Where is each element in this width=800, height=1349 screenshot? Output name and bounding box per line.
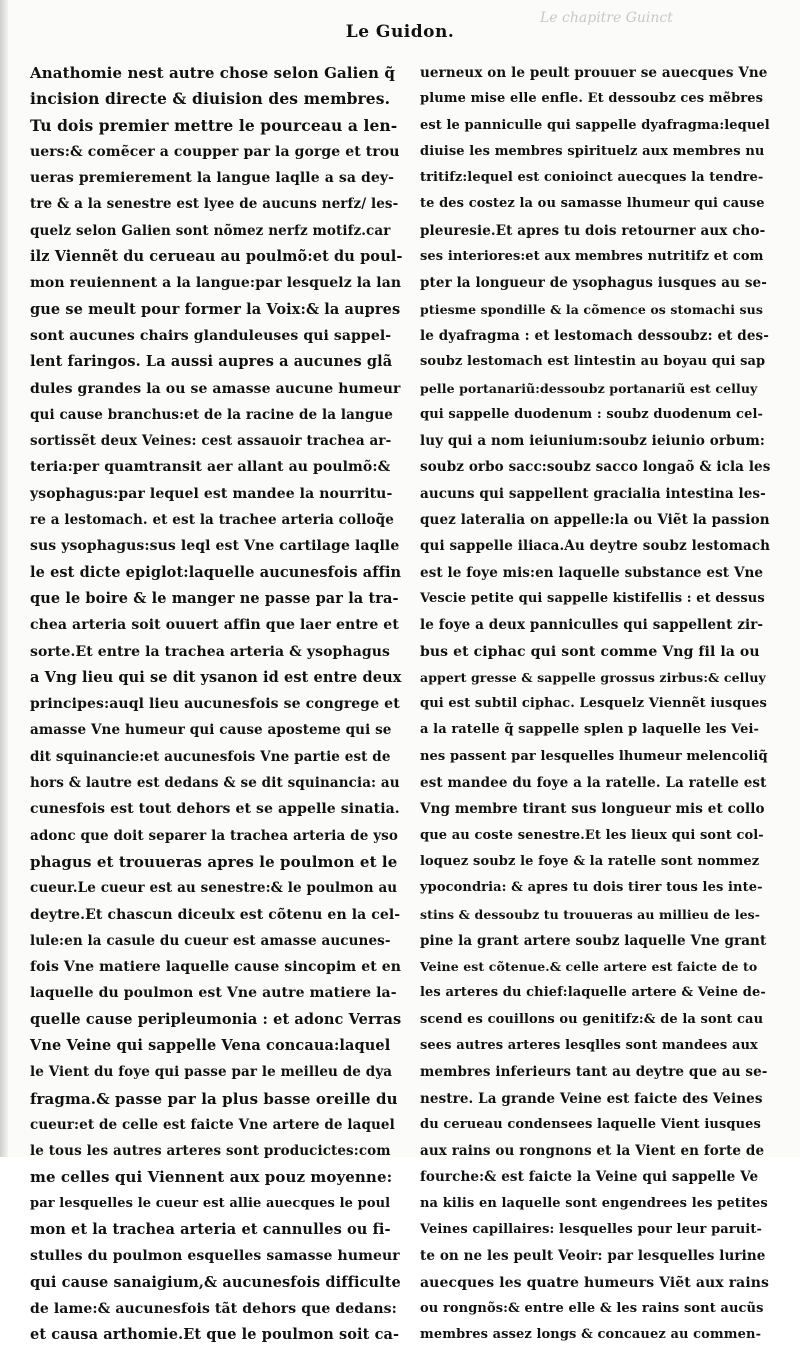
text-line: a Vng lieu qui se dit ysanon id est entre deux: [30, 668, 402, 686]
text-line: qui sappelle duodenum : soubz duodenum cel-: [420, 406, 763, 422]
text-line: te on ne les peult Veoir: par lesquelles lurine: [420, 1248, 766, 1265]
text-line: pter la longueur de ysophagus iusques au se-: [420, 275, 767, 292]
text-line: laquelle du poulmon est Vne autre matiere la-: [30, 985, 397, 1002]
text-line: dit squinancie:et aucunesfois Vne partie est de: [30, 748, 391, 765]
text-line: qui cause branchus:et de la racine de la langue: [30, 406, 393, 423]
text-line: ypocondria: & apres tu dois tirer tous les inte-: [420, 880, 763, 896]
bleed-through-header: Le chapitre Guinct: [540, 10, 673, 26]
text-line: cueur.Le cueur est au senestre:& le poulmon au: [30, 880, 398, 897]
text-line: ptiesme spondille & la cõmence os stomachi sus: [420, 301, 764, 317]
text-line: Anathomie nest autre chose selon Galien q̃: [30, 64, 395, 82]
text-line: fourche:& est faicte la Veine qui sappelle Ve: [420, 1169, 759, 1186]
text-line: les arteres du chief:laquelle artere & Veine de-: [420, 985, 766, 1001]
text-line: quez lateralia on appelle:la ou Viẽt la passion: [420, 512, 770, 529]
text-line: est le foye mis:en laquelle substance est Vne: [420, 564, 764, 581]
text-line: cunesfois est tout dehors et se appelle sinatia.: [30, 801, 400, 818]
text-line: soubz lestomach est lintestin au boyau qui sap: [420, 354, 766, 370]
text-line: Vng membre tirant sus longueur mis et collo: [420, 801, 765, 818]
text-line: luy qui a nom ieiunium:soubz ieiunio orbum:: [420, 433, 765, 450]
text-line: Veine est cõtenue.& celle artere est faicte de to: [420, 959, 758, 975]
text-line: soubz orbo sacc:soubz sacco longaõ & icla les: [420, 459, 771, 476]
left-text-column: [30, 60, 403, 1344]
text-line: a la ratelle q̃ sappelle splen p laquelle les Vei-: [420, 722, 760, 738]
text-line: Veines capillaires: lesquelles pour leur paruit-: [420, 1222, 762, 1238]
text-line: Vne Veine qui sappelle Vena concaua:laquel: [30, 1036, 391, 1054]
text-line: mon reuiennent a la langue:par lesquelz la lan: [30, 275, 402, 292]
text-line: stins & dessoubz tu trouueras au millieu de les-: [420, 906, 761, 922]
text-line: hors & lautre est dedans & se dit squinancia: au: [30, 775, 400, 792]
text-line: te des costez la ou samasse lhumeur qui cause: [420, 196, 765, 212]
text-line: qui cause sanaigium,& aucunesfois difficulte: [30, 1273, 401, 1291]
text-line: sees autres arteres lesqlles sont mandees aux: [420, 1037, 758, 1053]
text-line: auecques les quatre humeurs Viẽt aux rains: [420, 1274, 770, 1291]
text-line: pine la grant artere soubz laquelle Vne grant: [420, 932, 767, 949]
text-line: dules grandes la ou se amasse aucune humeur: [30, 380, 401, 397]
text-line: pelle portanariũ:dessoubz portanariũ est celluy: [420, 380, 758, 396]
right-text-column: [420, 60, 771, 1343]
text-line: plume mise elle enfle. Et dessoubz ces mẽbres: [420, 91, 764, 107]
text-line: ysophagus:par lequel est mandee la nourritu-: [30, 485, 393, 502]
text-line: principes:auql lieu aucunesfois se congrege et: [30, 696, 400, 713]
text-line: que au coste senestre.Et les lieux qui sont col-: [420, 827, 764, 843]
text-line: Vescie petite qui sappelle kistifellis : et dessus: [420, 590, 765, 606]
text-line: de lame:& aucunesfois tãt dehors que dedans:: [30, 1300, 397, 1317]
text-line: incision directe & diuision des membres.: [30, 89, 391, 109]
text-line: qui est subtil ciphac. Lesquelz Viennẽt iusques: [420, 696, 767, 712]
text-line: cueur:et de celle est faicte Vne artere de laquel: [30, 1116, 395, 1133]
text-line: pleuresie.Et apres tu dois retourner aux cho-: [420, 222, 766, 239]
text-line: uers:& comẽcer a coupper par la gorge et trou: [30, 143, 400, 160]
text-line: mon et la trachea arteria et cannulles ou fi-: [30, 1221, 391, 1239]
text-line: gue se meult pour former la Voix:& la aupres: [30, 300, 401, 318]
text-line: est mandee du foye a la ratelle. La ratelle est: [420, 775, 767, 792]
text-line: ueras premierement la langue laqlle a sa dey-: [30, 170, 395, 187]
text-line: le tous les autres arteres sont producictes:com: [30, 1143, 391, 1160]
text-line: stulles du poulmon esquelles samasse humeur: [30, 1248, 400, 1265]
text-line: Tu dois premier mettre le pourceau a len-: [30, 115, 398, 135]
text-line: lent faringos. La aussi aupres a aucunes glã: [30, 353, 393, 371]
text-line: membres assez longs & concauez au commen-: [420, 1327, 762, 1343]
text-line: nes passent par lesquelles lhumeur melencoliq̃: [420, 748, 768, 764]
text-line: sortissẽt deux Veines: cest assauoir trachea ar-: [30, 433, 392, 450]
text-line: appert gresse & sappelle grossus zirbus:& celluy: [420, 669, 766, 685]
text-line: du cerueau condensees laquelle Vient iusques: [420, 1116, 761, 1132]
text-line: tre & a la senestre est lyee de aucuns nerfz/ les-: [30, 196, 399, 213]
text-line: sus ysophagus:sus leql est Vne cartilage laqlle: [30, 538, 400, 555]
text-line: aux rains ou rongnons et la Vient en forte de: [420, 1143, 765, 1160]
text-line: adonc que doit separer la trachea arteria de yso: [30, 827, 398, 844]
text-line: membres inferieurs tant au deytre que au se-: [420, 1064, 768, 1081]
text-line: est le panniculle qui sappelle dyafragma:lequel: [420, 117, 770, 133]
text-line: le est dicte epiglot:laquelle aucunesfois affin: [30, 563, 402, 581]
text-line: me celles qui Viennent aux pouz moyenne:: [30, 1168, 393, 1187]
text-line: diuise les membres spirituelz aux membres nu: [420, 143, 765, 159]
text-line: ou rongnõs:& entre elle & les rains sont aucũs: [420, 1300, 764, 1316]
text-line: le dyafragma : et lestomach dessoubz: et des-: [420, 327, 769, 344]
text-line: phagus et trouueras apres le poulmon et le: [30, 852, 398, 871]
text-line: nestre. La grande Veine est faicte des Veines: [420, 1090, 763, 1107]
text-line: ses interiores:et aux membres nutritifz et com: [420, 249, 764, 265]
text-line: sorte.Et entre la trachea arteria & ysophagus: [30, 643, 391, 660]
text-line: que le boire & le manger ne passe par la tra-: [30, 589, 399, 607]
text-line: amasse Vne humeur qui cause aposteme qui se: [30, 722, 392, 739]
text-line: le Vient du foye qui passe par le meilleu de dya: [30, 1064, 393, 1081]
text-line: na kilis en laquelle sont engendrees les petites: [420, 1195, 768, 1211]
text-line: le foye a deux panniculles qui sappellent zir-: [420, 617, 764, 634]
running-header: Le Guidon.: [345, 22, 455, 42]
text-line: quelle cause peripleumonia : et adonc Verras: [30, 1010, 402, 1028]
text-line: scend es couillons ou genitifz:& de la sont cau: [420, 1011, 764, 1027]
text-line: fragma.& passe par la plus basse oreille du: [30, 1089, 398, 1108]
text-line: tritifz:lequel est conioinct auecques la tendre-: [420, 170, 764, 186]
text-line: par lesquelles le cueur est allie auecques le poul: [30, 1195, 391, 1211]
text-line: et causa arthomie.Et que le poulmon soit ca-: [30, 1326, 400, 1344]
text-line: loquez soubz le foye & la ratelle sont nommez: [420, 853, 760, 869]
text-line: teria:per quamtransit aer allant au poulmõ:&: [30, 459, 391, 476]
text-line: re a lestomach. et est la trachee arteria colloq̃e: [30, 512, 394, 529]
page-edge-shadow: [0, 0, 8, 1157]
text-line: sont aucunes chairs glanduleuses qui sappel-: [30, 327, 392, 344]
text-line: uerneux on le peult prouuer se auecques Vne: [420, 65, 768, 81]
text-line: aucuns qui sappellent gracialia intestina les-: [420, 485, 766, 502]
text-line: bus et ciphac qui sont comme Vng fil la ou: [420, 643, 760, 660]
text-line: quelz selon Galien sont nõmez nerfz motifz.car: [30, 222, 391, 239]
text-line: qui sappelle iliaca.Au deytre soubz lestomach: [420, 538, 771, 555]
text-line: fois Vne matiere laquelle cause sincopim et en: [30, 959, 402, 976]
text-line: deytre.Et chascun diceulx est cõtenu en la cel-: [30, 906, 401, 923]
text-line: chea arteria soit ouuert affin que laer entre et: [30, 617, 399, 634]
text-line: ilz Viennẽt du cerueau au poulmõ:et du poul-: [30, 248, 403, 266]
text-line: lule:en la casule du cueur est amasse aucunes-: [30, 932, 391, 949]
